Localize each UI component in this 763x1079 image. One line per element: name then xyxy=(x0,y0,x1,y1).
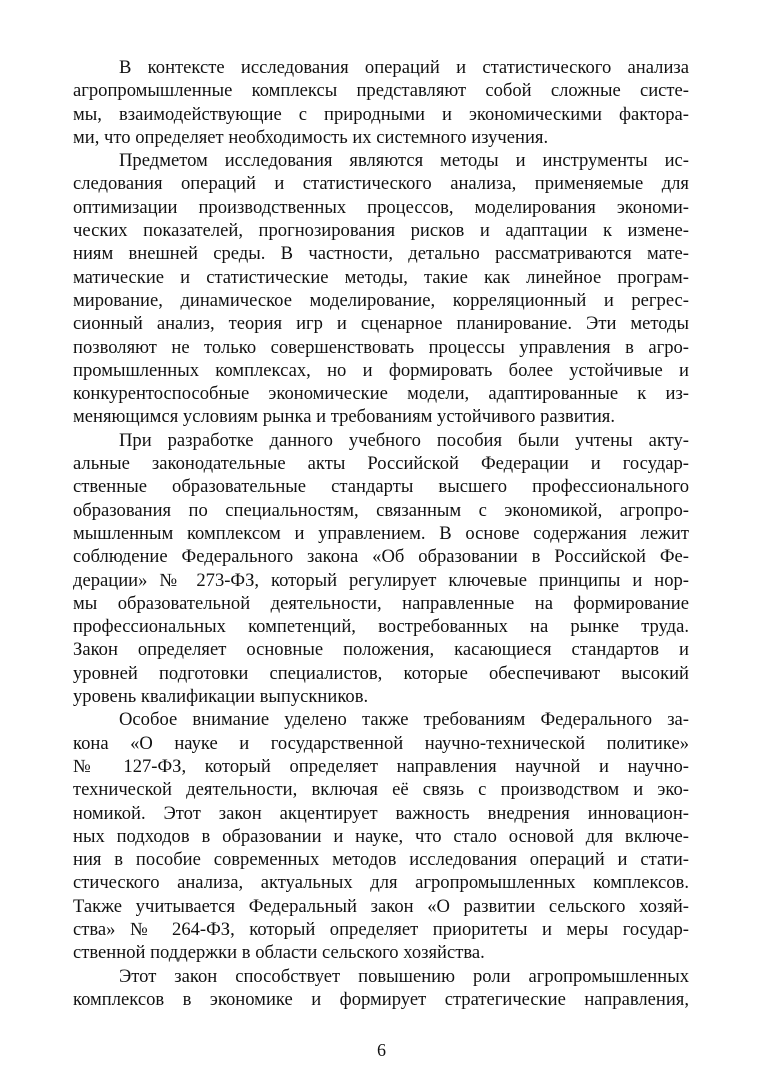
text-line: ства» № 264-ФЗ, который определяет приоритеты и меры государ- xyxy=(73,918,689,940)
text-line: Также учитывается Федеральный закон «О развитии сельского хозяй- xyxy=(73,895,689,917)
text-line: ных подходов в образовании и науке, что стало основой для включе- xyxy=(73,825,689,847)
text-line: № 127-ФЗ, который определяет направления научной и научно- xyxy=(73,755,689,777)
text-line: уровень квалификации выпускников. xyxy=(73,686,369,708)
text-line: оптимизации производственных процессов, моделирования экономи- xyxy=(73,196,689,218)
paragraph xyxy=(73,429,689,709)
text-line: стического анализа, актуальных для агропромышленных комплексов. xyxy=(73,872,689,894)
paragraph xyxy=(73,56,689,149)
text-line: комплексов в экономике и формирует стратегические направления, xyxy=(73,988,689,1010)
text-line: профессиональных компетенций, востребованных на рынке труда. xyxy=(73,616,689,638)
text-line: мы образовательной деятельности, направленные на формирование xyxy=(73,592,689,614)
text-line: соблюдение Федерального закона «Об образовании в Российской Фе- xyxy=(73,546,689,568)
text-line: матические и статистические методы, такие как линейное програм- xyxy=(73,266,689,288)
text-line: Этот закон способствует повышению роли агропромышленных xyxy=(119,965,689,987)
text-line: промышленных комплексах, но и формировать более устойчивые и xyxy=(73,359,689,381)
text-line: мышленным комплексом и управлением. В основе содержания лежит xyxy=(73,522,689,544)
text-line: ственной поддержки в области сельского хозяйства. xyxy=(73,942,485,964)
text-line: ния в пособие современных методов исследования операций и стати- xyxy=(73,849,689,871)
text-line: агропромышленные комплексы представляют собой сложные систе- xyxy=(73,80,689,102)
text-line: ми, что определяет необходимость их системного изучения. xyxy=(73,126,549,148)
text-line: уровней подготовки специалистов, которые обеспечивают высокий xyxy=(73,662,689,684)
text-line: сионный анализ, теория игр и сценарное планирование. Эти методы xyxy=(73,313,689,335)
paragraph xyxy=(73,965,689,1012)
text-line: кона «О науке и государственной научно-технической политике» xyxy=(73,732,689,754)
text-line: При разработке данного учебного пособия были учтены акту- xyxy=(119,429,689,451)
text-line: мирование, динамическое моделирование, корреляционный и регрес- xyxy=(73,289,689,311)
text-line: конкурентоспособные экономические модели, адаптированные к из- xyxy=(73,383,689,405)
document-body xyxy=(73,56,689,1011)
text-line: В контексте исследования операций и статистического анализа xyxy=(119,57,689,78)
text-line: Закон определяет основные положения, касающиеся стандартов и xyxy=(73,639,689,661)
text-line: ниям внешней среды. В частности, детально рассматриваются мате- xyxy=(73,243,689,265)
paragraph xyxy=(73,708,689,964)
paragraph xyxy=(73,149,689,429)
text-line: дерации» № 273-ФЗ, который регулирует ключевые принципы и нор- xyxy=(73,569,689,591)
text-line: номикой. Этот закон акцентирует важность внедрения инновацион- xyxy=(73,802,689,824)
text-line: Предметом исследования являются методы и инструменты ис- xyxy=(119,150,689,172)
text-line: Особое внимание уделено также требованиям Федерального за- xyxy=(119,709,689,731)
page-number: 6 xyxy=(377,1040,386,1060)
text-line: следования операций и статистического анализа, применяемые для xyxy=(73,173,689,195)
text-line: позволяют не только совершенствовать процессы управления в агро- xyxy=(73,336,689,358)
text-line: мы, взаимодействующие с природными и экономическими фактора- xyxy=(73,103,689,125)
text-line: ственные образовательные стандарты высшего профессионального xyxy=(73,476,689,498)
text-line: образования по специальностям, связанным с экономикой, агропро- xyxy=(73,499,689,521)
text-line: меняющимся условиям рынка и требованиям устойчивого развития. xyxy=(73,406,615,428)
text-line: технической деятельности, включая её связь с производством и эко- xyxy=(73,779,689,801)
text-line: ческих показателей, прогнозирования рисков и адаптации к измене- xyxy=(73,220,689,242)
text-line: альные законодательные акты Российской Федерации и государ- xyxy=(73,453,689,475)
